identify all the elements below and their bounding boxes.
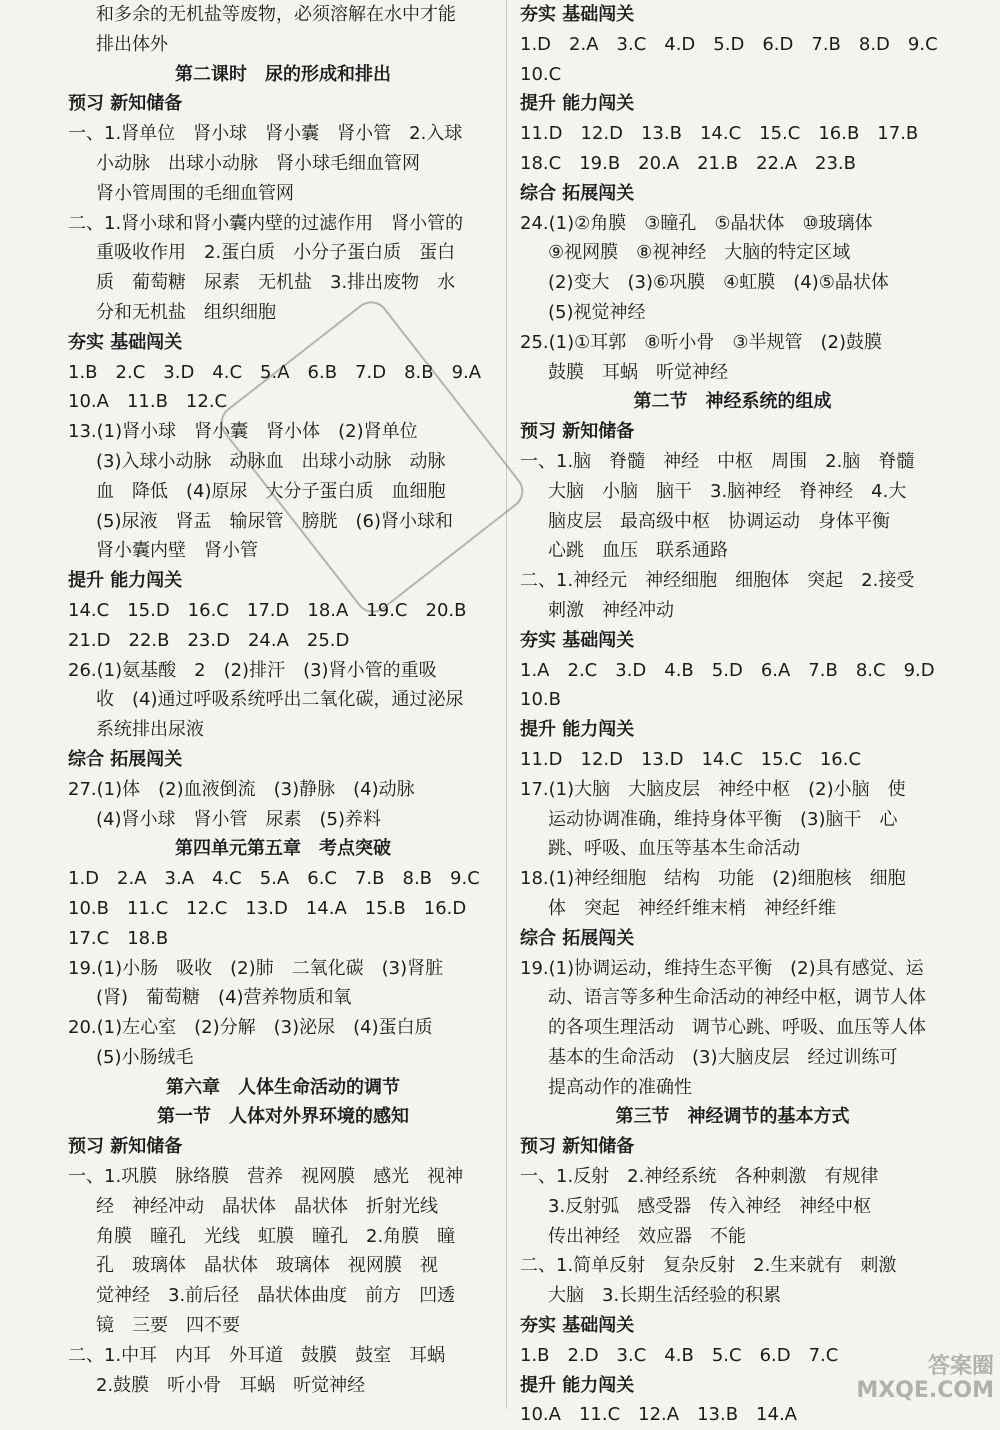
- answer-line: 19.(1)小肠 吸收 (2)肺 二氧化碳 (3)肾脏: [68, 957, 444, 979]
- answer-line: 10.C: [520, 63, 562, 85]
- answer-line: 10.B 11.C 12.C 13.D 14.A 15.B 16.D: [68, 897, 467, 919]
- answer-line: (5)尿液 肾盂 输尿管 膀胱 (6)肾小球和: [96, 510, 453, 532]
- answer-line: 脑皮层 最高级中枢 协调运动 身体平衡: [548, 510, 890, 532]
- answer-line: 重吸收作用 2.蛋白质 小分子蛋白质 蛋白: [96, 242, 456, 264]
- answer-line: 26.(1)氨基酸 2 (2)排汗 (3)肾小管的重吸: [68, 659, 437, 681]
- answer-line: 1.B 2.D 3.C 4.B 5.C 6.D 7.C: [520, 1344, 839, 1366]
- section-heading: 预习 新知储备: [68, 93, 183, 115]
- answer-line: 二、1.肾小球和肾小囊内壁的过滤作用 肾小管的: [68, 212, 464, 234]
- lesson-title: 第六章 人体生命活动的调节: [166, 1076, 400, 1098]
- answer-line: 27.(1)体 (2)血液倒流 (3)静脉 (4)动脉: [68, 778, 415, 800]
- section-heading: 综合 拓展闯关: [68, 748, 183, 770]
- answer-line: 11.D 12.D 13.D 14.C 15.C 16.C: [520, 748, 862, 770]
- section-heading: 提升 能力闯关: [520, 1374, 635, 1396]
- answer-line: 1.D 2.A 3.A 4.C 5.A 6.C 7.B 8.B 9.C: [68, 868, 480, 890]
- answer-line: 21.D 22.B 23.D 24.A 25.D: [68, 629, 350, 651]
- answer-line: 的各项生理活动 调节心跳、呼吸、血压等人体: [548, 1017, 926, 1039]
- answer-line: 刺激 神经冲动: [548, 599, 674, 621]
- answer-line: (3)入球小动脉 动脉血 出球小动脉 动脉: [96, 450, 446, 472]
- answer-line: 二、1.简单反射 复杂反射 2.生来就有 刺激: [520, 1255, 897, 1277]
- answer-line: (4)肾小球 肾小管 尿素 (5)养料: [96, 808, 381, 830]
- answer-line: 1.D 2.A 3.C 4.D 5.D 6.D 7.B 8.D 9.C: [520, 33, 938, 55]
- answer-line: 系统排出尿液: [96, 719, 204, 741]
- answer-line: 运动协调准确，维持身体平衡 (3)脑干 心: [548, 808, 898, 830]
- section-heading: 提升 能力闯关: [520, 93, 635, 115]
- answer-line: 一、1.肾单位 肾小球 肾小囊 肾小管 2.入球: [68, 123, 463, 145]
- answer-line: 觉神经 3.前后径 晶状体曲度 前方 凹透: [96, 1285, 456, 1307]
- answer-line: (肾) 葡萄糖 (4)营养物质和氧: [96, 987, 352, 1009]
- answer-line: 孔 玻璃体 晶状体 玻璃体 视网膜 视: [96, 1255, 438, 1277]
- answer-line: 3.反射弧 感受器 传入神经 神经中枢: [548, 1195, 872, 1217]
- answer-line: 经 神经冲动 晶状体 晶状体 折射光线: [96, 1195, 438, 1217]
- lesson-title: 第四单元第五章 考点突破: [175, 838, 391, 860]
- left-column: [68, 0, 498, 1400]
- right-column: [520, 0, 945, 1430]
- section-heading: 预习 新知储备: [520, 1136, 635, 1158]
- lesson-title: 第三节 神经调节的基本方式: [615, 1106, 850, 1128]
- answer-line: 一、1.反射 2.神经系统 各种刺激 有规律: [520, 1166, 879, 1188]
- answer-line: 18.(1)神经细胞 结构 功能 (2)细胞核 细胞: [520, 868, 906, 890]
- answer-line: 心跳 血压 联系通路: [548, 540, 728, 562]
- answer-line: 镜 三要 四不要: [96, 1315, 240, 1337]
- answer-line: 17.C 18.B: [68, 927, 169, 949]
- answer-line: 17.(1)大脑 大脑皮层 神经中枢 (2)小脑 使: [520, 778, 906, 800]
- answer-line: 大脑 3.长期生活经验的积累: [548, 1285, 782, 1307]
- section-heading: 夯实 基础闯关: [520, 1315, 635, 1337]
- section-heading: 提升 能力闯关: [68, 570, 183, 592]
- answer-line: 分和无机盐 组织细胞: [96, 301, 276, 323]
- answer-line: 动、语言等多种生命活动的神经中枢，调节人体: [548, 987, 926, 1009]
- answer-line: 14.C 15.D 16.C 17.D 18.A 19.C 20.B: [68, 599, 467, 621]
- lesson-title: 第二课时 尿的形成和排出: [175, 63, 391, 85]
- watermark-logo: [856, 1355, 994, 1403]
- answer-line: 20.(1)左心室 (2)分解 (3)泌尿 (4)蛋白质: [68, 1017, 433, 1039]
- answer-line: 肾小囊内壁 肾小管: [96, 540, 258, 562]
- answer-line: 收 (4)通过呼吸系统呼出二氧化碳，通过泌尿: [96, 689, 464, 711]
- watermark-logo-main: 答案圈: [927, 1354, 994, 1379]
- section-heading: 综合 拓展闯关: [520, 182, 635, 204]
- answer-line: 小动脉 出球小动脉 肾小球毛细血管网: [96, 152, 420, 174]
- answer-line: 一、1.脑 脊髓 神经 中枢 周围 2.脑 脊髓: [520, 450, 915, 472]
- answer-line: 18.C 19.B 20.A 21.B 22.A 23.B: [520, 152, 856, 174]
- section-heading: 夯实 基础闯关: [68, 331, 183, 353]
- answer-line: 提高动作的准确性: [548, 1076, 692, 1098]
- answer-line: 25.(1)①耳郭 ⑧听小骨 ③半规管 (2)鼓膜: [520, 331, 883, 353]
- answer-line: (2)变大 (3)⑥巩膜 ④虹膜 (4)⑤晶状体: [548, 272, 889, 294]
- answer-line: 13.(1)肾小球 肾小囊 肾小体 (2)肾单位: [68, 421, 418, 443]
- answer-line: 二、1.中耳 内耳 外耳道 鼓膜 鼓室 耳蜗: [68, 1344, 446, 1366]
- section-heading: 综合 拓展闯关: [520, 927, 635, 949]
- section-heading: 夯实 基础闯关: [520, 4, 635, 25]
- answer-line: 1.A 2.C 3.D 4.B 5.D 6.A 7.B 8.C 9.D: [520, 659, 935, 681]
- answer-line: 和多余的无机盐等废物，必须溶解在水中才能: [96, 4, 456, 25]
- column-divider: [506, 0, 507, 1409]
- section-heading: 预习 新知储备: [520, 421, 635, 443]
- answer-line: 10.B: [520, 689, 561, 711]
- answer-line: 传出神经 效应器 不能: [548, 1225, 746, 1247]
- section-heading: 提升 能力闯关: [520, 719, 635, 741]
- answer-line: 体 突起 神经纤维末梢 神经纤维: [548, 897, 836, 919]
- answer-line: 一、1.巩膜 脉络膜 营养 视网膜 感光 视神: [68, 1166, 464, 1188]
- answer-line: (5)小肠绒毛: [96, 1046, 194, 1068]
- answer-line: 质 葡萄糖 尿素 无机盐 3.排出废物 水: [96, 272, 456, 294]
- lesson-title: 第二节 神经系统的组成: [633, 391, 832, 413]
- answer-line: 角膜 瞳孔 光线 虹膜 瞳孔 2.角膜 瞳: [96, 1225, 456, 1247]
- answer-line: 11.D 12.D 13.B 14.C 15.C 16.B 17.B: [520, 123, 919, 145]
- answer-line: 大脑 小脑 脑干 3.脑神经 脊神经 4.大: [548, 480, 907, 502]
- watermark-logo-url: MXQE.COM: [856, 1378, 994, 1403]
- section-heading: 夯实 基础闯关: [520, 629, 635, 651]
- lesson-title: 第一节 人体对外界环境的感知: [157, 1106, 409, 1128]
- answer-line: 血 降低 (4)原尿 大分子蛋白质 血细胞: [96, 480, 446, 502]
- answer-line: 鼓膜 耳蜗 听觉神经: [548, 361, 728, 383]
- answer-line: 19.(1)协调运动，维持生态平衡 (2)具有感觉、运: [520, 957, 924, 979]
- answer-line: 肾小管周围的毛细血管网: [96, 182, 294, 204]
- answer-line: ⑨视网膜 ⑧视神经 大脑的特定区域: [548, 242, 851, 264]
- answer-line: 10.A 11.B 12.C: [68, 391, 228, 413]
- answer-line: 2.鼓膜 听小骨 耳蜗 听觉神经: [96, 1374, 366, 1396]
- answer-line: 二、1.神经元 神经细胞 细胞体 突起 2.接受: [520, 570, 915, 592]
- answer-line: 10.A 11.C 12.A 13.B 14.A: [520, 1404, 797, 1426]
- answer-line: 排出体外: [96, 33, 168, 55]
- section-heading: 预习 新知储备: [68, 1136, 183, 1158]
- answer-line: 基本的生命活动 (3)大脑皮层 经过训练可: [548, 1046, 898, 1068]
- answer-line: (5)视觉神经: [548, 301, 646, 323]
- answer-line: 1.B 2.C 3.D 4.C 5.A 6.B 7.D 8.B 9.A: [68, 361, 482, 383]
- answer-line: 跳、呼吸、血压等基本生命活动: [548, 838, 800, 860]
- answer-line: 24.(1)②角膜 ③瞳孔 ⑤晶状体 ⑩玻璃体: [520, 212, 873, 234]
